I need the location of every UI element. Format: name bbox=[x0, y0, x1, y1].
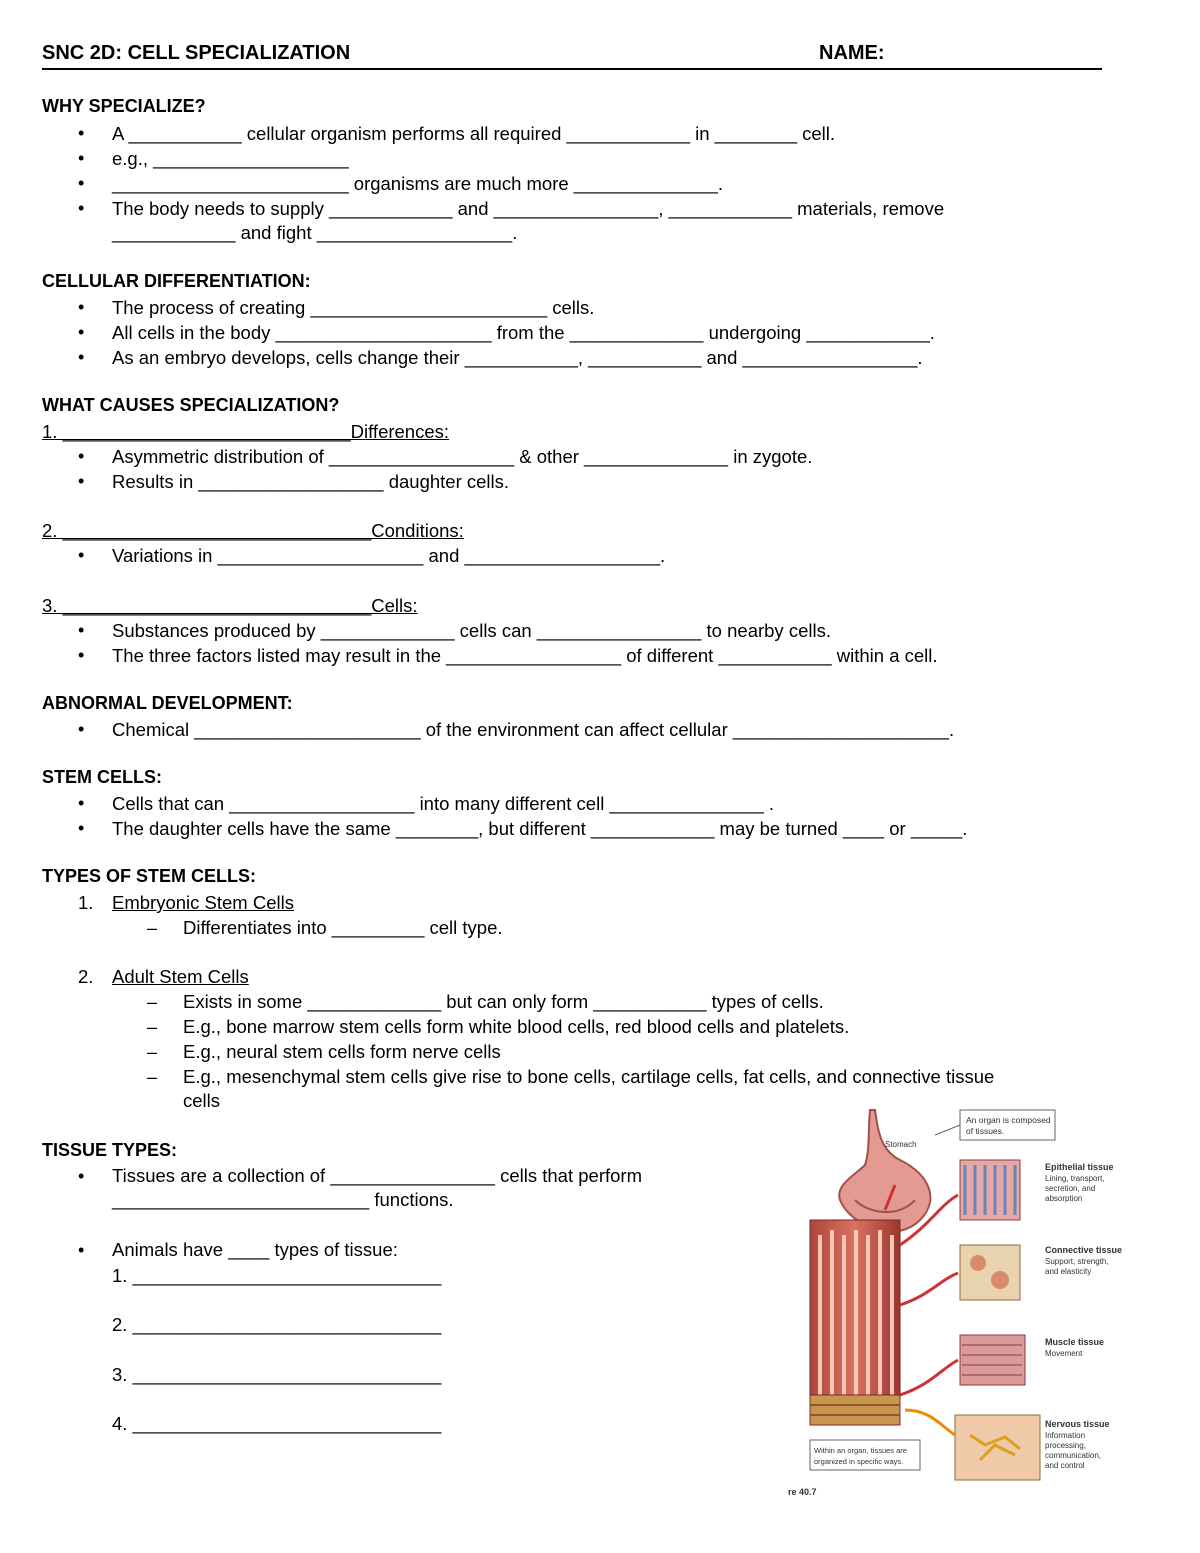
type-2-title: Adult Stem Cells bbox=[112, 966, 249, 987]
heading-types-of-stem-cells: TYPES OF STEM CELLS: bbox=[42, 866, 257, 886]
type-2-item-4-cont: cells bbox=[183, 1090, 221, 1111]
bullet: • bbox=[78, 173, 85, 193]
diff-item-1: The process of creating _______________________ cells. bbox=[112, 297, 595, 318]
type-2-number: 2. bbox=[78, 966, 94, 987]
nervous-label: Nervous tissue bbox=[1045, 1419, 1110, 1429]
why-item-4: The body needs to supply ____________ and ________________, ____________ materials, remove bbox=[112, 198, 945, 219]
connective-label: Connective tissue bbox=[1045, 1245, 1123, 1255]
bullet: • bbox=[78, 297, 85, 317]
stomach-label: Stomach bbox=[885, 1140, 917, 1149]
nervous-desc-1: Information bbox=[1045, 1431, 1086, 1440]
bullet: • bbox=[78, 793, 85, 813]
why-item-2: e.g., ___________________ bbox=[112, 148, 349, 169]
bottom-note-line-2: organized in specific ways. bbox=[814, 1457, 904, 1466]
bullet: • bbox=[78, 645, 85, 665]
nervous-tissue bbox=[955, 1415, 1110, 1480]
connective-desc-1: Support, strength, bbox=[1045, 1257, 1109, 1266]
epithelial-desc-1: Lining, transport, bbox=[1045, 1174, 1105, 1183]
bullet: • bbox=[78, 471, 85, 491]
diff-item-3: As an embryo develops, cells change their ___________, ___________ and _________________. bbox=[112, 347, 923, 368]
cause-1-item-2: Results in __________________ daughter cells. bbox=[112, 471, 510, 492]
bullet: • bbox=[78, 545, 85, 565]
why-item-3: _______________________ organisms are much more ______________. bbox=[112, 173, 723, 194]
cause-3: 3. ______________________________Cells: bbox=[42, 595, 418, 616]
cause-3-item-1: Substances produced by _____________ cells can ________________ to nearby cells. bbox=[112, 620, 831, 641]
cause-1-item-1: Asymmetric distribution of __________________ & other ______________ in zygote. bbox=[112, 446, 813, 467]
dash: – bbox=[147, 918, 158, 938]
bullet: • bbox=[78, 322, 85, 342]
tissue-item-1-cont: _________________________ functions. bbox=[112, 1189, 454, 1210]
cause-2: 2. ______________________________Conditions: bbox=[42, 520, 464, 541]
arrow-icon bbox=[900, 1360, 958, 1395]
tissue-types-figure bbox=[788, 1105, 1160, 1500]
bullet: • bbox=[78, 818, 85, 838]
muscle-label: Muscle tissue bbox=[1045, 1337, 1105, 1347]
header-bar bbox=[42, 42, 1102, 70]
heading-what-causes: WHAT CAUSES SPECIALIZATION? bbox=[42, 395, 340, 415]
type-2-item-3: E.g., neural stem cells form nerve cells bbox=[183, 1041, 501, 1062]
stem-item-1: Cells that can __________________ into many different cell _______________ . bbox=[112, 793, 775, 814]
connective-desc-2: and elasticity bbox=[1045, 1267, 1092, 1276]
cause-1: 1. ____________________________Differences: bbox=[42, 421, 450, 442]
type-2-item-4: E.g., mesenchymal stem cells give rise to bone cells, cartilage cells, fat cells, and connective tissue bbox=[183, 1066, 995, 1087]
type-1-number: 1. bbox=[78, 892, 94, 913]
bullet: • bbox=[78, 148, 85, 168]
type-2-item-2: E.g., bone marrow stem cells form white blood cells, red blood cells and platelets. bbox=[183, 1016, 850, 1037]
worksheet-title: SNC 2D: CELL SPECIALIZATION bbox=[42, 42, 351, 64]
bullet: • bbox=[78, 446, 85, 466]
heading-stem-cells: STEM CELLS: bbox=[42, 767, 162, 787]
stomach-illustration bbox=[839, 1110, 930, 1231]
dash: – bbox=[147, 1017, 158, 1037]
organ-note-line-2: of tissues. bbox=[966, 1126, 1005, 1136]
stem-item-2: The daughter cells have the same ________, but different ____________ may be turned ____ or _____. bbox=[112, 818, 968, 839]
epithelial-tissue bbox=[960, 1160, 1114, 1220]
arrow-icon bbox=[905, 1410, 955, 1435]
nervous-desc-3: communication, bbox=[1045, 1451, 1102, 1460]
bottom-note-line-1: Within an organ, tissues are bbox=[814, 1446, 907, 1455]
type-2-item-1: Exists in some _____________ but can only form ___________ types of cells. bbox=[183, 991, 824, 1012]
heading-tissue-types: TISSUE TYPES: bbox=[42, 1140, 178, 1160]
figure-number: re 40.7 bbox=[788, 1487, 817, 1497]
dash: – bbox=[147, 1042, 158, 1062]
organ-note-line-1: An organ is composed bbox=[966, 1115, 1051, 1125]
dash: – bbox=[147, 1067, 158, 1087]
why-item-4-cont: ____________ and fight ___________________. bbox=[112, 222, 518, 243]
diff-item-2: All cells in the body _____________________ from the _____________ undergoing ____________. bbox=[112, 322, 935, 343]
bullet: • bbox=[78, 1240, 85, 1260]
tissue-blank-3: 3. ______________________________ bbox=[112, 1364, 442, 1385]
bullet: • bbox=[78, 719, 85, 739]
tissue-blank-2: 2. ______________________________ bbox=[112, 1314, 442, 1335]
abnormal-item-1: Chemical ______________________ of the environment can affect cellular _____________________. bbox=[112, 719, 955, 740]
heading-abnormal-development: ABNORMAL DEVELOPMENT: bbox=[42, 693, 293, 713]
nervous-desc-2: processing, bbox=[1045, 1441, 1086, 1450]
bullet: • bbox=[78, 123, 85, 143]
cause-3-item-2: The three factors listed may result in the _________________ of different ___________ within a cell. bbox=[112, 645, 938, 666]
tissue-blank-1: 1. ______________________________ bbox=[112, 1265, 442, 1286]
why-item-1: A ___________ cellular organism performs all required ____________ in ________ cell. bbox=[112, 123, 836, 144]
organ-note-box bbox=[935, 1110, 1055, 1140]
type-1-item-1: Differentiates into _________ cell type. bbox=[183, 917, 503, 938]
bullet: • bbox=[78, 347, 85, 367]
tissue-item-1: Tissues are a collection of ________________ cells that perform bbox=[112, 1165, 642, 1186]
bullet: • bbox=[78, 620, 85, 640]
type-1-title: Embryonic Stem Cells bbox=[112, 892, 294, 913]
heading-cellular-differentiation: CELLULAR DIFFERENTIATION: bbox=[42, 271, 311, 291]
arrow-icon bbox=[900, 1273, 958, 1305]
tissue-blank-4: 4. ______________________________ bbox=[112, 1413, 442, 1434]
stomach-wall-block bbox=[810, 1220, 900, 1425]
muscle-tissue bbox=[960, 1335, 1104, 1385]
heading-why-specialize: WHY SPECIALIZE? bbox=[42, 96, 206, 116]
connective-tissue bbox=[960, 1245, 1122, 1300]
dash: – bbox=[147, 992, 158, 1012]
epithelial-label: Epithelial tissue bbox=[1045, 1162, 1114, 1172]
epithelial-desc-3: absorption bbox=[1045, 1194, 1083, 1203]
name-label: NAME: bbox=[819, 42, 885, 64]
cause-2-item-1: Variations in ____________________ and ___________________. bbox=[112, 545, 666, 566]
bullet: • bbox=[78, 1166, 85, 1186]
tissue-item-2: Animals have ____ types of tissue: bbox=[112, 1239, 398, 1260]
epithelial-desc-2: secretion, and bbox=[1045, 1184, 1096, 1193]
muscle-desc-1: Movement bbox=[1045, 1349, 1083, 1358]
bullet: • bbox=[78, 198, 85, 218]
nervous-desc-4: and control bbox=[1045, 1461, 1085, 1470]
bottom-note-box bbox=[810, 1440, 920, 1470]
